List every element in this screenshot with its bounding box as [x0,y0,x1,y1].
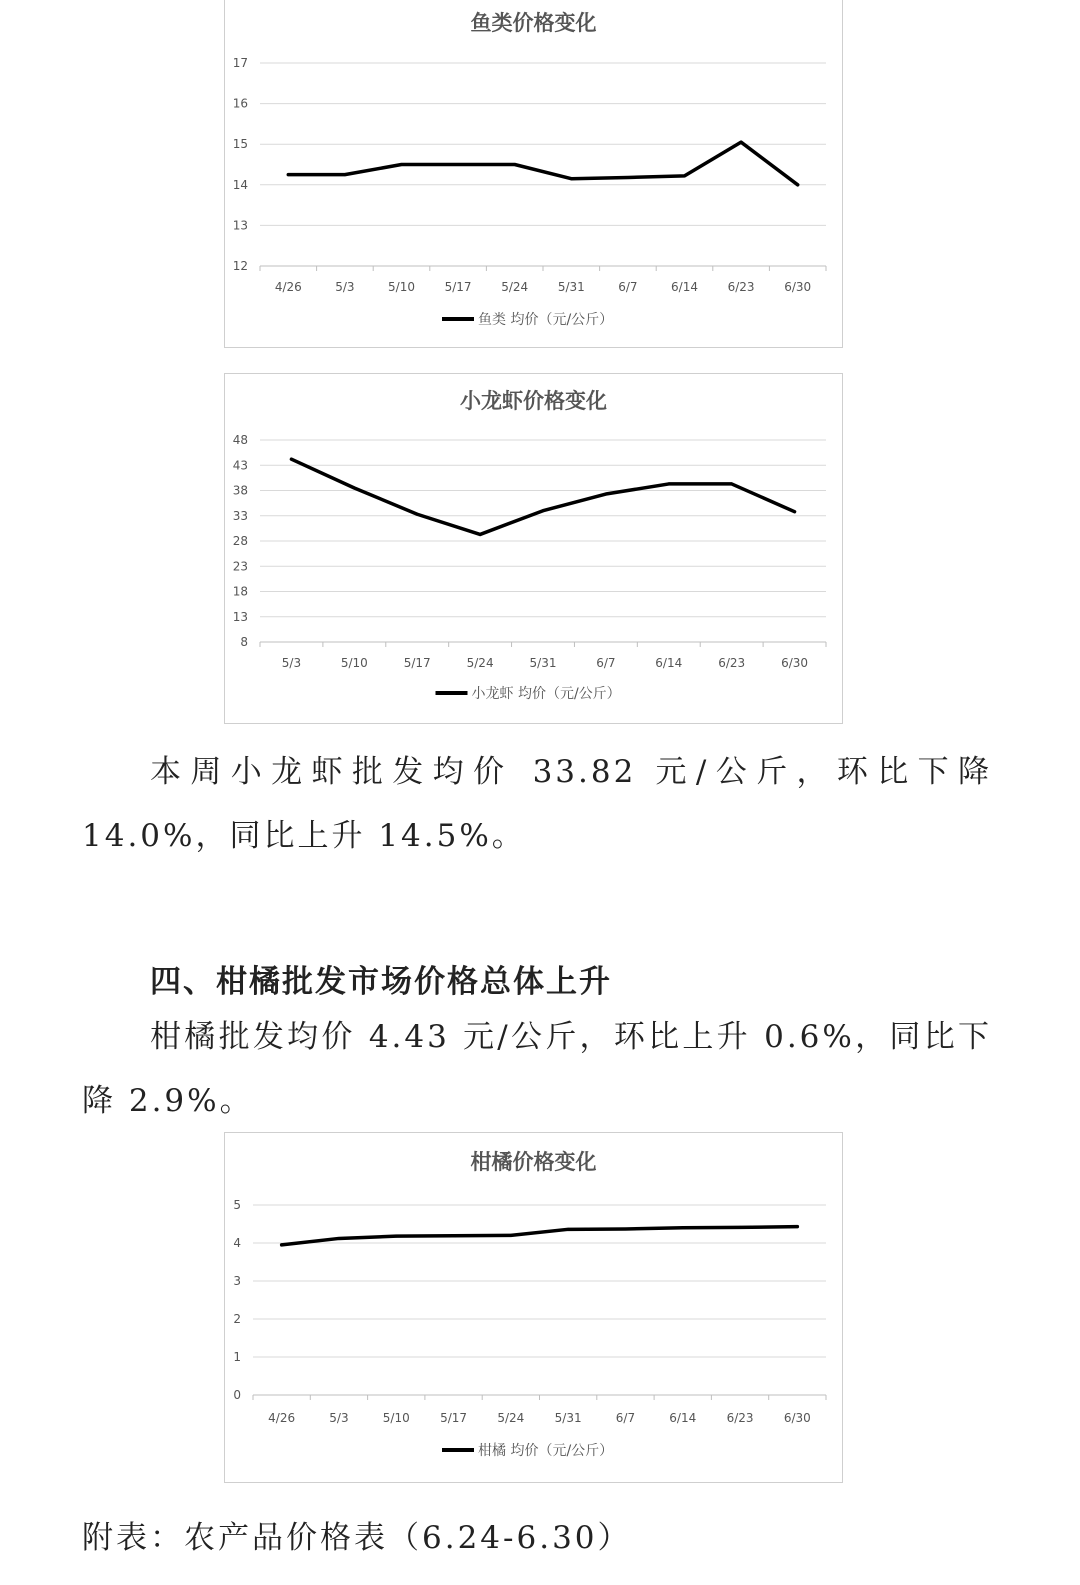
crayfish-x-tick-label: 5/24 [466,656,494,670]
citrus-price-chart [224,1132,843,1483]
fish-x-tick-label: 4/26 [274,280,302,294]
fish-data-point [513,163,516,166]
citrus-chart-title: 柑橘价格变化 [470,1150,597,1174]
citrus-chart-svg [225,1133,842,1482]
citrus-summary-paragraph: 柑橘批发均价 4.43 元/公斤，环比上升 0.6%，同比下降 2.9%。 [82,1019,992,1119]
fish-x-tick-label: 5/10 [388,280,415,294]
citrus-data-point [739,1226,742,1229]
crayfish-data-point [667,482,670,485]
crayfish-data-point [353,486,356,489]
crayfish-x-tick-label: 6/30 [781,656,809,670]
crayfish-y-tick-label: 33 [232,508,248,523]
citrus-y-tick-label: 3 [233,1274,241,1288]
crayfish-x-tick-label: 6/14 [655,656,683,670]
citrus-x-tick-label: 4/26 [268,1411,296,1425]
citrus-x-tick-label: 6/14 [669,1411,697,1425]
crayfish-legend-label: 小龙虾 均价（元/公斤） [471,686,621,702]
fish-y-tick-label: 12 [232,259,248,273]
fish-x-tick-label: 5/17 [444,280,472,294]
fish-data-point [287,173,290,176]
fish-x-tick-label: 6/7 [618,280,638,294]
fish-x-tick-label: 6/23 [727,280,755,294]
crayfish-data-point [793,510,796,513]
citrus-x-tick-label: 6/23 [726,1411,754,1425]
citrus-data-point [796,1225,799,1228]
crayfish-x-tick-label: 6/7 [596,656,616,670]
fish-data-point [626,176,629,179]
crayfish-summary-paragraph: 本周小龙虾批发均价 33.82 元/公斤，环比下降 14.0%，同比上升 14.5%。 [82,754,992,854]
citrus-x-tick-label: 5/3 [329,1411,349,1425]
fish-chart-title: 鱼类价格变化 [470,11,597,35]
crayfish-y-tick-label: 43 [232,458,248,473]
citrus-x-tick-label: 6/7 [615,1411,636,1425]
fish-data-point [343,173,346,176]
fish-x-tick-label: 5/31 [557,280,585,294]
crayfish-data-point [479,533,482,536]
citrus-y-tick-label: 2 [233,1312,241,1326]
citrus-legend-label: 柑橘 均价（元/公斤） [478,1443,614,1459]
citrus-data-point [681,1226,684,1229]
crayfish-x-tick-label: 6/23 [718,656,746,670]
fish-data-point [796,183,799,186]
fish-x-tick-label: 6/14 [671,280,698,294]
fish-series-line [288,142,797,185]
crayfish-price-chart [224,373,843,724]
section-4-heading: 四、柑橘批发市场价格总体上升 [150,964,612,1000]
citrus-x-tick-label: 5/17 [440,1411,468,1425]
crayfish-chart-svg [225,374,842,723]
fish-price-chart [224,0,843,348]
crayfish-data-point [290,458,293,461]
fish-legend-label: 鱼类 均价（元/公斤） [478,312,614,328]
fish-x-tick-label: 5/24 [501,280,529,294]
fish-data-point [400,163,403,166]
fish-y-tick-label: 17 [232,56,248,70]
citrus-x-tick-label: 6/30 [783,1411,811,1425]
citrus-data-point [280,1243,283,1246]
crayfish-y-tick-label: 28 [232,534,248,548]
crayfish-x-tick-label: 5/3 [281,656,302,670]
crayfish-x-tick-label: 5/17 [403,656,431,670]
crayfish-y-tick-label: 13 [232,609,248,624]
citrus-y-tick-label: 4 [233,1236,241,1250]
crayfish-data-point [730,482,733,485]
citrus-y-tick-label: 5 [233,1198,241,1212]
crayfish-data-point [604,493,607,496]
crayfish-y-tick-label: 38 [232,483,248,498]
fish-y-tick-label: 16 [232,96,248,111]
crayfish-y-tick-label: 18 [232,584,248,599]
crayfish-x-tick-label: 5/10 [340,656,368,670]
citrus-series-line [282,1227,798,1245]
citrus-data-point [567,1228,570,1231]
crayfish-chart-title: 小龙虾价格变化 [460,389,607,413]
citrus-x-tick-label: 5/31 [554,1411,582,1425]
crayfish-x-tick-label: 5/31 [529,656,557,670]
fish-data-point [457,163,460,166]
fish-data-point [570,177,573,180]
fish-y-tick-label: 15 [232,137,248,152]
appendix-caption: 附表：农产品价格表（6.24-6.30） [82,1520,632,1556]
citrus-y-tick-label: 1 [233,1350,241,1364]
fish-chart-svg [225,0,842,347]
crayfish-y-tick-label: 48 [232,433,248,447]
crayfish-data-point [416,513,419,516]
citrus-x-tick-label: 5/24 [497,1411,525,1425]
fish-y-tick-label: 14 [232,177,248,192]
citrus-x-tick-label: 5/10 [382,1411,410,1425]
crayfish-y-tick-label: 8 [240,635,248,649]
crayfish-y-tick-label: 23 [232,559,248,574]
fish-x-tick-label: 6/30 [784,280,812,294]
crayfish-series-line [291,459,794,534]
citrus-data-point [509,1234,512,1237]
fish-y-tick-label: 13 [232,218,248,233]
fish-x-tick-label: 5/3 [335,280,355,294]
citrus-data-point [624,1227,627,1230]
fish-data-point [683,174,686,177]
citrus-data-point [395,1235,398,1238]
citrus-data-point [337,1237,340,1240]
fish-data-point [740,141,743,144]
crayfish-data-point [542,509,545,512]
citrus-data-point [452,1234,455,1237]
citrus-y-tick-label: 0 [233,1388,241,1402]
